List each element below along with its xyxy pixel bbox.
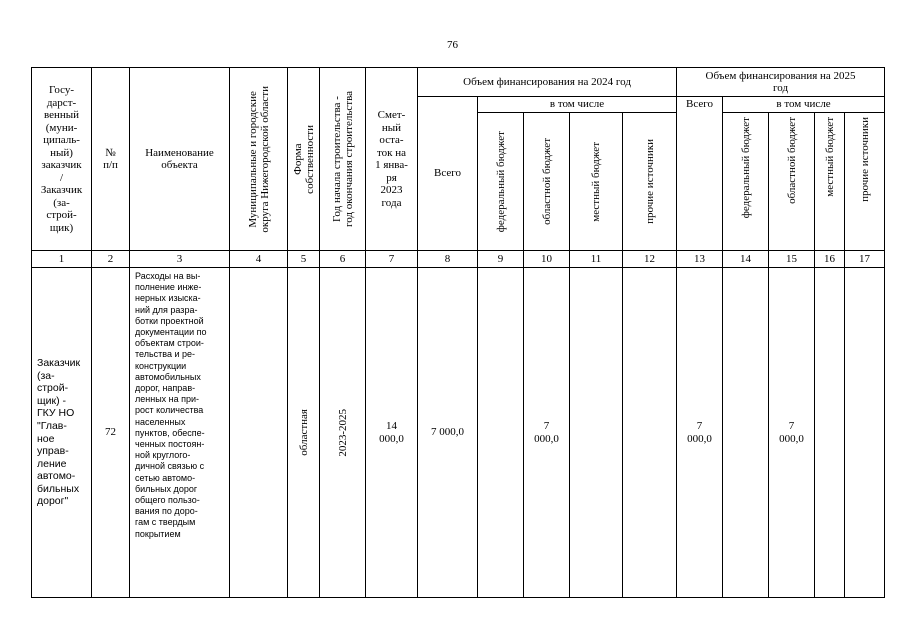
row-regional-2024: 7 000,0 [524,268,570,598]
header-federal-2024-cell [478,113,524,251]
column-number: 3 [130,251,230,268]
column-number: 6 [320,251,366,268]
header-total-2024: Всего [418,97,478,251]
column-number: 5 [288,251,320,268]
row-federal-2024 [478,268,524,598]
row-federal-2025 [723,268,769,598]
column-number: 11 [570,251,623,268]
header-ownership: Форма собственности [291,124,316,194]
column-number: 17 [845,251,885,268]
row-total-2024: 7 000,0 [418,268,478,598]
column-number: 4 [230,251,288,268]
row-local-2025 [815,268,845,598]
header-number: № п/п [92,68,130,251]
column-number-row [32,251,885,268]
row-ownership: областная [297,409,310,456]
header-estimated-balance: Смет- ный оста- ток на 1 янва- ря 2023 года [366,68,418,251]
header-local-2024-cell [570,113,623,251]
header-municipal-cell [230,68,288,251]
row-number: 72 [92,268,130,598]
header-years-cell [320,68,366,251]
header-federal-2025-cell [723,113,769,251]
header-regional-2025-cell [769,113,815,251]
row-years: 2023-2025 [336,408,349,457]
row-years-cell [320,268,366,598]
header-customer: Госу- дарст- венный (муни- ципаль- ный) заказчик / Заказчик (за- строй- щик) [32,68,92,251]
header-local-2025: местный бюджет [823,117,836,197]
header-other-2025: прочие источники [858,117,871,202]
column-number: 1 [32,251,92,268]
header-federal-2024: федеральный бюджет [494,130,507,233]
header-financing-2025: Объем финансирования на 2025 год [677,68,885,97]
header-ownership-cell [288,68,320,251]
column-number: 12 [623,251,677,268]
row-municipal [230,268,288,598]
header-other-2024: прочие источники [643,139,656,224]
header-object-name: Наименование объекта [130,68,230,251]
header-municipal: Муниципальные и городские округа Нижегородской области [246,85,271,233]
header-regional-2025: областной бюджет [785,117,798,204]
header-years: Год начала строительства - год окончания строительства [330,91,355,227]
header-financing-2024: Объем финансирования на 2024 год [418,68,677,97]
table-row [32,268,885,598]
row-ownership-cell [288,268,320,598]
column-number: 2 [92,251,130,268]
header-regional-2024: областной бюджет [540,138,553,225]
row-other-2024 [623,268,677,598]
row-object-name: Расходы на вы- полнение инже- нерных изыска- ний для разра- ботки проектной документации по объектам строи- тельства и ре- конструкции автомобильных дорог, направ- ленных на при- рост количества населенных пунктов, обеспе- ченных постоян- ной круглого- дичной связью с сетью автомо- бильных дорог общего пользо- вания по доро- гам с твердым покрытием [130,268,230,598]
header-federal-2025: федеральный бюджет [739,117,752,219]
column-number: 9 [478,251,524,268]
header-including-2024: в том числе [478,97,677,113]
header-total-2025: Всего [677,97,723,251]
column-number: 10 [524,251,570,268]
header-local-2025-cell [815,113,845,251]
row-local-2024 [570,268,623,598]
page-number: 76 [447,39,458,51]
column-number: 8 [418,251,478,268]
row-total-2025: 7 000,0 [677,268,723,598]
row-other-2025 [845,268,885,598]
row-regional-2025: 7 000,0 [769,268,815,598]
header-local-2024: местный бюджет [590,141,602,222]
financing-table [31,67,885,598]
header-including-2025: в том числе [723,97,885,113]
column-number: 16 [815,251,845,268]
header-other-2025-cell [845,113,885,251]
header-regional-2024-cell [524,113,570,251]
header-other-2024-cell [623,113,677,251]
row-customer: Заказчик (за- строй- щик) - ГКУ НО "Глав- ное управ- ление автомо- бильных дорог" [32,268,92,598]
row-estimated-balance: 14 000,0 [366,268,418,598]
column-number: 14 [723,251,769,268]
column-number: 15 [769,251,815,268]
column-number: 7 [366,251,418,268]
column-number: 13 [677,251,723,268]
